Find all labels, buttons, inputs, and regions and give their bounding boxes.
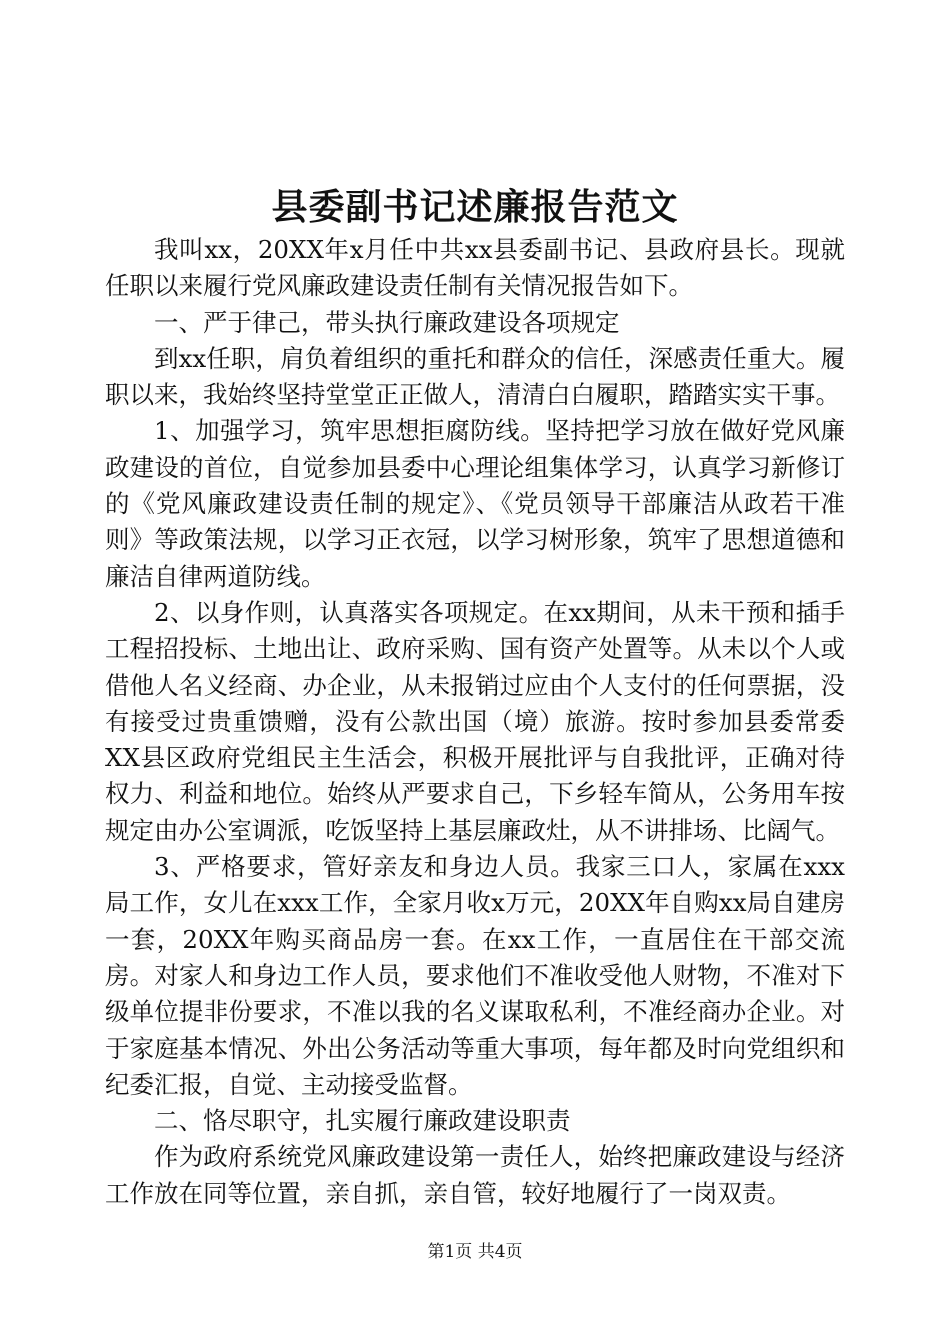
paragraph-item-1: 1、加强学习，筑牢思想拒腐防线。坚持把学习放在做好党风廉政建设的首位，自觉参加县委中心理论组集体学习，认真学习新修订的《党风廉政建设责任制的规定》、《党员领导干部廉洁从政若干准则》等政策法规，以学习正衣冠，以学习树形象，筑牢了思想道德和廉洁自律两道防线。 bbox=[105, 416, 845, 591]
section-heading-1: 一、严于律己，带头执行廉政建设各项规定 bbox=[154, 307, 620, 337]
section-heading-2: 二、恪尽职守，扎实履行廉政建设职责 bbox=[154, 1106, 571, 1136]
paragraph-intro: 我叫xx，20XX年x月任中共xx县委副书记、县政府县长。现就任职以来履行党风廉政建设责任制有关情况报告如下。 bbox=[105, 235, 845, 301]
document-title: 县委副书记述廉报告范文 bbox=[271, 186, 679, 228]
paragraph-item-3: 3、严格要求，管好亲友和身边人员。我家三口人，家属在xxx局工作，女儿在xxx工作，全家月收x万元，20XX年自购xx局自建房一套，20XX年购买商品房一套。在xx工作，一直居住在干部交流房。对家人和身边工作人员，要求他们不准收受他人财物，不准对下级单位提非份要求，不准以我的名义谋取私利，不准经商办企业。对于家庭基本情况、外出公务活动等重大事项，每年都及时向党组织和纪委汇报，自觉、主动接受监督。 bbox=[105, 852, 845, 1099]
paragraph-section-2-intro: 作为政府系统党风廉政建设第一责任人，始终把廉政建设与经济工作放在同等位置，亲自抓，亲自管，较好地履行了一岗双责。 bbox=[105, 1142, 845, 1208]
document-body bbox=[105, 232, 845, 1212]
page-footer: 第1页 共4页 bbox=[427, 1242, 523, 1262]
paragraph-section-1-intro: 到xx任职，肩负着组织的重托和群众的信任，深感责任重大。履职以来，我始终坚持堂堂正正做人，清清白白履职，踏踏实实干事。 bbox=[105, 343, 845, 410]
paragraph-item-2: 2、以身作则，认真落实各项规定。在xx期间，从未干预和插手工程招投标、土地出让、政府采购、国有资产处置等。从未以个人或借他人名义经商、办企业，从未报销过应由个人支付的任何票据，没有接受过贵重馈赠，没有公款出国（境）旅游。按时参加县委常委XX县区政府党组民主生活会，积极开展批评与自我批评，正确对待权力、利益和地位。始终从严要求自己，下乡轻车简从，公务用车按规定由办公室调派，吃饭坚持上基层廉政灶，从不讲排场、比阔气。 bbox=[105, 597, 845, 845]
